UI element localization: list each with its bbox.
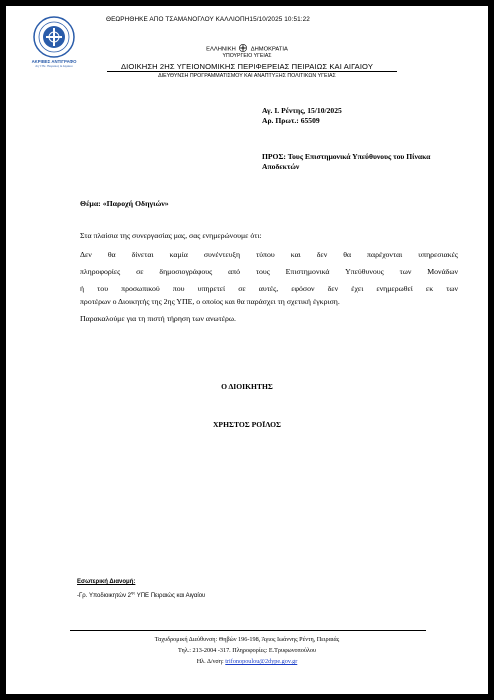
distribution-heading: Εσωτερική Διανομή:: [77, 579, 136, 585]
distribution-item-sup: ης: [131, 590, 136, 595]
logo-org-subtext: 2η Υ.Πε. Πειραιώς & Αιγαίου: [35, 64, 73, 68]
footer-email-line: [6, 658, 488, 665]
republic-left: ΕΛΛΗΝΙΚΗ: [206, 46, 236, 53]
footer-email-label: Ηλ. Δ/νση:: [196, 658, 226, 665]
place-date: Αγ. Ι. Ρέντης, 15/10/2025: [262, 106, 342, 115]
document-page: [6, 6, 488, 694]
body-line-2: πληροφορίες σε δημοσιογράφους από τους Επιστημονικά Υπεύθυνους των Μονάδων: [80, 267, 458, 276]
republic-right: ΔΗΜΟΚΡΑΤΙΑ: [250, 46, 288, 53]
header-ministry: ΥΠΟΥΡΓΕΙΟ ΥΓΕΙΑΣ: [222, 53, 272, 59]
header-directorate: ΔΙΕΥΘΥΝΣΗ ΠΡΟΓΡΑΜΜΑΤΙΣΜΟΥ ΚΑΙ ΑΝΑΠΤΥΞΗΣ ΠΟΛΙΤΙΚΩΝ ΥΓΕΙΑΣ: [158, 73, 336, 79]
body-line-3: ή του προσωπικού που υπηρετεί σε αυτές, εφόσον δεν έχει ενημερωθεί εκ των: [80, 284, 458, 293]
protocol-number: Αρ. Πρωτ.: 65509: [262, 116, 320, 125]
body-intro: Στα πλαίσια της συνεργασίας μας, σας ενημερώνουμε ότι:: [80, 231, 262, 240]
footer-divider: [70, 630, 426, 631]
subject-line: Θέμα: «Παροχή Οδηγιών»: [80, 199, 169, 208]
header-underline: [107, 71, 397, 72]
distribution-item-prefix: -Γρ. Υποδιοικητών 2: [77, 593, 131, 599]
body-closing: Παρακαλούμε για τη πιστή τήρηση των ανωτέρω.: [80, 314, 236, 323]
signature-name: ΧΡΗΣΤΟΣ ΡΟΪΛΟΣ: [212, 420, 282, 429]
header-administration: ΔΙΟΙΚΗΣΗ 2ΗΣ ΥΓΕΙΟΝΟΜΙΚΗΣ ΠΕΡΙΦΕΡΕΙΑΣ ΠΕΙΡΑΙΩΣ ΚΑΙ ΑΙΓΑΙΟΥ: [121, 62, 373, 71]
footer-phone: Τηλ.: 213-2004 -317. Πληροφορίες: Ε.Τρυφωνοπούλου: [177, 647, 317, 654]
footer-email-link[interactable]: trifonopoulou@2dype.gov.gr: [225, 658, 298, 665]
body-line-4: προτέρων ο Διοικητής της 2ης ΥΠΕ, ο οποίος και θα παράσχει τη σχετική έγκριση.: [80, 297, 340, 306]
footer-address: Ταχυδρομική Διεύθυνση: Θηβών 196-198, Άγιος Ιωάννης Ρέντη, Πειραιάς: [154, 636, 340, 643]
logo-org-text: ΑΚΡΙΒΕΣ ΑΝΤΙΓΡΑΦΟ: [31, 59, 77, 64]
distribution-item-suffix: ΥΠΕ Πειραιώς και Αιγαίου: [135, 593, 206, 599]
recipients: ΠΡΟΣ: Τους Επιστημονικά Υπεύθυνους του Πίνακα Αποδεκτών: [262, 152, 431, 171]
viewed-stamp: ΘΕΩΡΗΘΗΚΕ ΑΠΟ ΤΣΑΜΑΝΟΓΛΟΥ ΚΑΛΛΙΟΠΗ15/10/2025 10:51:22: [106, 16, 310, 23]
signature-title: Ο ΔΙΟΙΚΗΤΗΣ: [221, 382, 273, 391]
body-line-1: Δεν θα δίνεται καμία συνέντευξη τύπου και δεν θα παρέχονται υπηρεσιακές: [80, 250, 458, 259]
distribution-item: [77, 590, 205, 599]
